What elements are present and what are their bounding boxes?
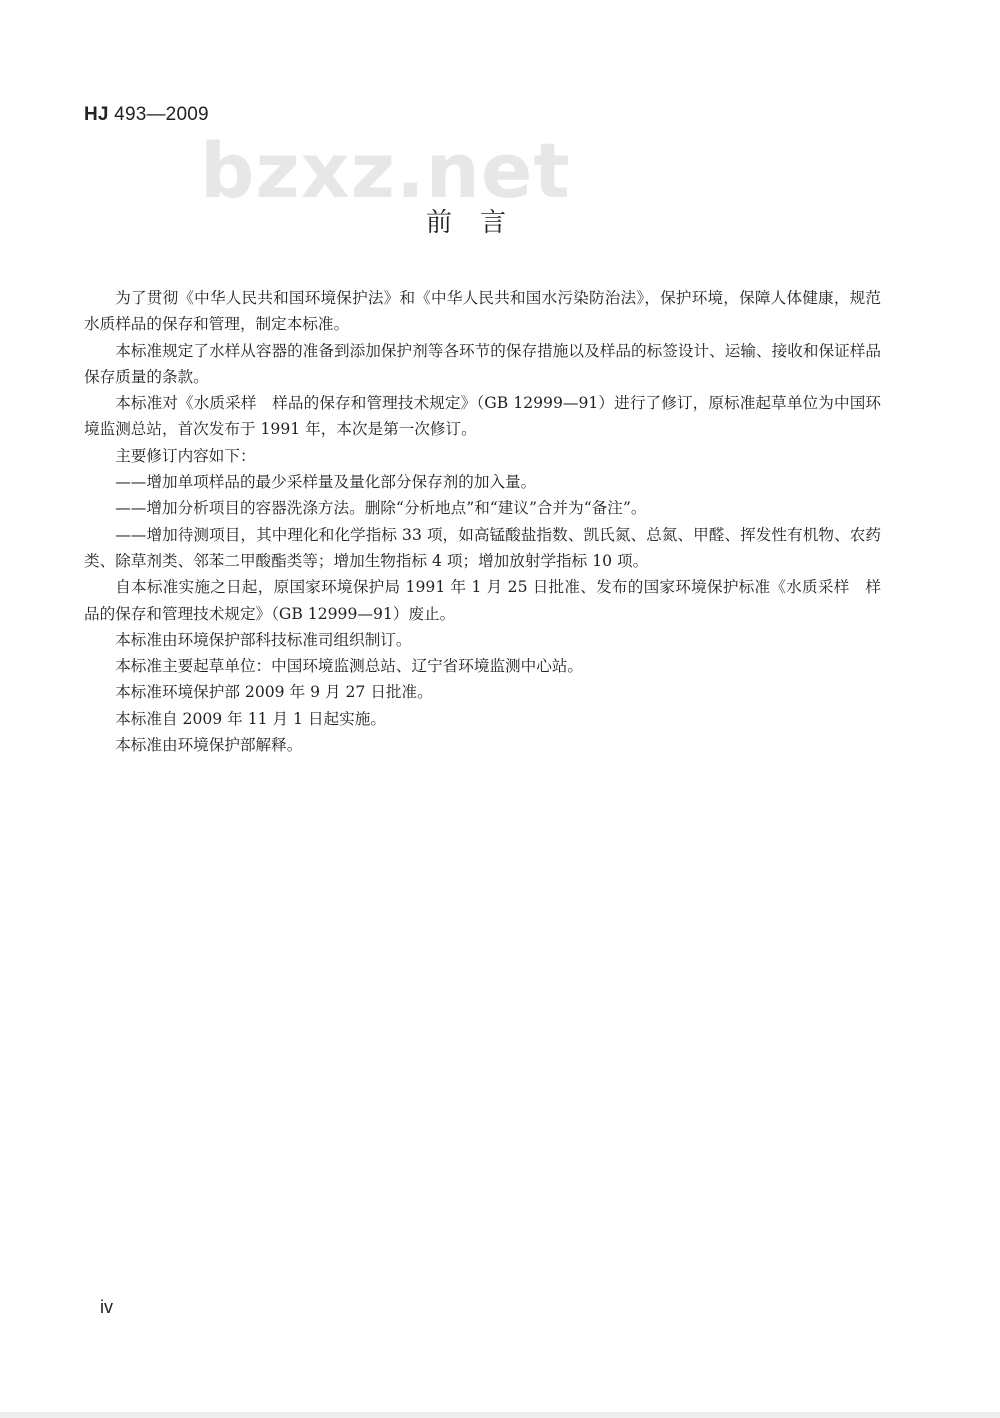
page-number: iv bbox=[100, 1297, 113, 1317]
paragraph: ——增加分析项目的容器洗涤方法。删除“分析地点”和“建议”合并为“备注”。 bbox=[115, 499, 647, 518]
watermark: bzxz.net bbox=[200, 126, 571, 215]
standard-code-number: 493—2009 bbox=[108, 104, 209, 125]
paragraph: 本标准对《水质采样 样品的保存和管理技术规定》（GB 12999—91）进行了修订，原标准起草单位为中国环境监测总站，首次发布于 1991 年，本次是第一次修订。 bbox=[84, 394, 881, 439]
page-title: 前言 bbox=[425, 208, 534, 238]
page-bottom-edge bbox=[0, 1412, 1000, 1418]
paragraph: 本标准主要起草单位：中国环境监测总站、辽宁省环境监测中心站。 bbox=[115, 657, 584, 676]
paragraph: 本标准自 2009 年 11 月 1 日起实施。 bbox=[115, 709, 386, 728]
paragraph: 本标准规定了水样从容器的准备到添加保护剂等各环节的保存措施以及样品的标签设计、运输、接收和保证样品保存质量的条款。 bbox=[84, 341, 881, 386]
paragraph: 主要修订内容如下： bbox=[115, 446, 256, 465]
paragraph: 本标准由环境保护部解释。 bbox=[115, 736, 303, 755]
paragraph: 本标准环境保护部 2009 年 9 月 27 日批准。 bbox=[115, 683, 433, 702]
paragraph: ——增加单项样品的最少采样量及量化部分保存剂的加入量。 bbox=[115, 473, 537, 492]
paragraph: ——增加待测项目，其中理化和化学指标 33 项，如高锰酸盐指数、凯氏氮、总氮、甲醛、挥发性有机物、农药类、除草剂类、邻苯二甲酸酯类等；增加生物指标 4 项；增加放射学指标 10 项。 bbox=[84, 525, 881, 570]
standard-code-header bbox=[84, 104, 209, 126]
foreword-body bbox=[84, 285, 881, 758]
standard-code-prefix: HJ bbox=[84, 104, 109, 125]
paragraph: 自本标准实施之日起，原国家环境保护局 1991 年 1 月 25 日批准、发布的国家环境保护标准《水质采样 样品的保存和管理技术规定》（GB 12999—91）废止。 bbox=[84, 578, 881, 623]
paragraph: 为了贯彻《中华人民共和国环境保护法》和《中华人民共和国水污染防治法》，保护环境，保障人体健康，规范水质样品的保存和管理，制定本标准。 bbox=[84, 289, 881, 334]
paragraph: 本标准由环境保护部科技标准司组织制订。 bbox=[115, 630, 412, 649]
